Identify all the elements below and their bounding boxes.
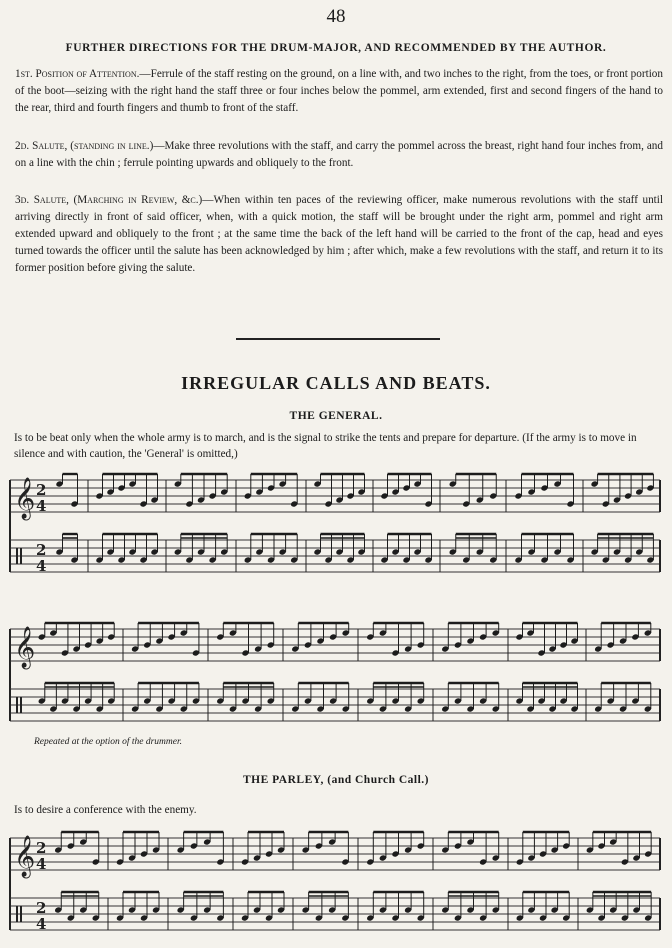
- time-signature-bottom: 4: [36, 557, 47, 575]
- fife-staff: [10, 623, 660, 669]
- direction-paragraph-3: [15, 192, 663, 277]
- music-staff-pair: [8, 826, 662, 944]
- parley-score-system: [8, 826, 662, 944]
- direction-text: —When within ten paces of the reviewing officer, make numerous revolutions with the staff until arriving directly in front of said officer, when, with a quick motion, the staff will be brought under the right arm, pommel and right arm extended upward and obliquely to the front ; at the same time the back of the left hand will be carried to the front of the cap, head and eyes turned towards the officer until the salute has been acknowledged by him ; after which, make a few revolutions with the staff, and return it to its former position before giving the salute.: [15, 194, 663, 274]
- time-signature-bottom: 4: [36, 915, 47, 933]
- page-number: 48: [326, 6, 346, 27]
- direction-paragraph-1: [15, 66, 663, 117]
- irregular-calls-title: IRREGULAR CALLS AND BEATS.: [181, 373, 491, 393]
- general-description: Is to be beat only when the whole army is to march, and is the signal to strike the tents and prepare for departure. (If the army is to move in silence and with caution, the 'General' is omitted,): [14, 432, 637, 460]
- direction-lead: 3d. Salute, (Marching in Review, &c.): [15, 194, 203, 206]
- direction-lead: 1st. Position of Attention.: [15, 68, 140, 80]
- drum-staff: [10, 534, 660, 575]
- time-signature-bottom: 4: [36, 855, 47, 873]
- general-score-system-2: [8, 617, 662, 735]
- directions-heading: FURTHER DIRECTIONS FOR THE DRUM-MAJOR, AND RECOMMENDED BY THE AUTHOR.: [65, 42, 607, 54]
- parley-title: THE PARLEY, (and Church Call.): [242, 774, 430, 786]
- time-signature-top: 2: [36, 899, 47, 917]
- general-score-system-1: [8, 468, 662, 586]
- direction-paragraph-2: [15, 138, 663, 172]
- fife-staff: [10, 832, 660, 878]
- time-signature-top: 2: [36, 481, 47, 499]
- treble-clef-icon: 𝄞: [14, 836, 36, 877]
- time-signature-bottom: 4: [36, 497, 47, 515]
- parley-description: Is to desire a conference with the enemy.: [14, 804, 197, 816]
- drum-staff: [10, 683, 660, 721]
- direction-text: —Make three revolutions with the staff, and carry the pommel across the breast, right hand four inches from, and on a line with the chin ; ferrule pointing upwards and obliquely to the front.: [15, 140, 663, 169]
- fife-staff: [10, 474, 660, 520]
- repeat-note: Repeated at the option of the drummer.: [34, 737, 183, 747]
- treble-clef-icon: 𝄞: [14, 627, 36, 668]
- drum-staff: [10, 892, 660, 933]
- direction-text: —Ferrule of the staff resting on the ground, on a line with, and two inches to the right, from the toes, or front portion of the boot—seizing with the right hand the staff three or four inches below the pommel, arm extended, first and second fingers of the hand to the rear, third and fourth fingers and thumb to front of the staff.: [15, 68, 663, 114]
- general-title: THE GENERAL.: [289, 410, 383, 422]
- direction-lead: 2d. Salute, (standing in line.): [15, 140, 154, 152]
- music-staff-pair: [8, 468, 662, 586]
- section-divider: [236, 338, 440, 340]
- time-signature-top: 2: [36, 839, 47, 857]
- time-signature-top: 2: [36, 541, 47, 559]
- music-staff-pair: [8, 617, 662, 735]
- treble-clef-icon: 𝄞: [14, 478, 36, 519]
